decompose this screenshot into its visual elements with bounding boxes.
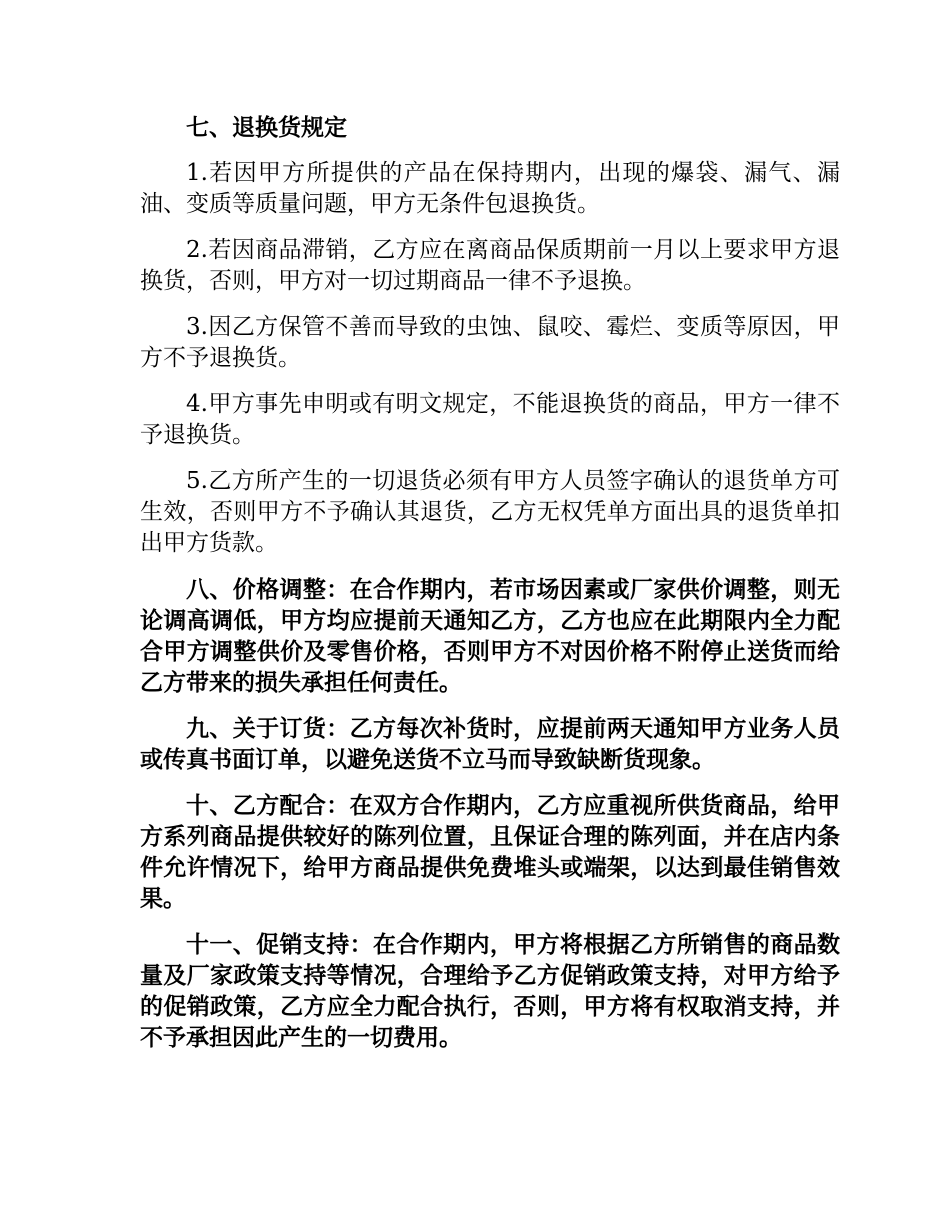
section-7-heading: 七、退换货规定 bbox=[186, 114, 347, 141]
section-7-item-1: 1.若因甲方所提供的产品在保持期内，出现的爆袋、漏气、漏油、变质等质量问题，甲方无条件包退换货。 bbox=[140, 160, 840, 217]
section-11-promotion-support: 十一、促销支持：在合作期内，甲方将根据乙方所销售的商品数量及厂家政策支持等情况，合理给予乙方促销政策支持，对甲方给予的促销政策，乙方应全力配合执行，否则，甲方将有权取消支持，并不予承担因此产生的一切费用。 bbox=[140, 931, 840, 1051]
section-9-ordering: 九、关于订货：乙方每次补货时，应提前两天通知甲方业务人员或传真书面订单，以避免送货不立马而导致缺断货现象。 bbox=[140, 715, 840, 773]
section-8-price-adjustment: 八、价格调整：在合作期内，若市场因素或厂家供价调整，则无论调高调低，甲方均应提前天通知乙方，乙方也应在此期限内全力配合甲方调整供价及零售价格，否则甲方不对因价格不附停止送货而给乙方带来的损失承担任何责任。 bbox=[140, 576, 840, 696]
document-page bbox=[140, 112, 840, 1068]
section-7-item-3: 3.因乙方保管不善而导致的虫蚀、鼠咬、霉烂、变质等原因，甲方不予退换货。 bbox=[140, 314, 840, 371]
section-7-item-5: 5.乙方所产生的一切退货必须有甲方人员签字确认的退货单方可生效，否则甲方不予确认其退货，乙方无权凭单方面出具的退货单扣出甲方货款。 bbox=[140, 468, 840, 556]
section-7-item-2: 2.若因商品滞销，乙方应在离商品保质期前一月以上要求甲方退换货，否则，甲方对一切过期商品一律不予退换。 bbox=[140, 237, 840, 294]
section-10-cooperation: 十、乙方配合：在双方合作期内，乙方应重视所供货商品，给甲方系列商品提供较好的陈列位置，且保证合理的陈列面，并在店内条件允许情况下，给甲方商品提供免费堆头或端架，以达到最佳销售效果。 bbox=[140, 792, 840, 912]
section-7-item-4: 4.甲方事先申明或有明文规定，不能退换货的商品，甲方一律不予退换货。 bbox=[140, 391, 840, 448]
